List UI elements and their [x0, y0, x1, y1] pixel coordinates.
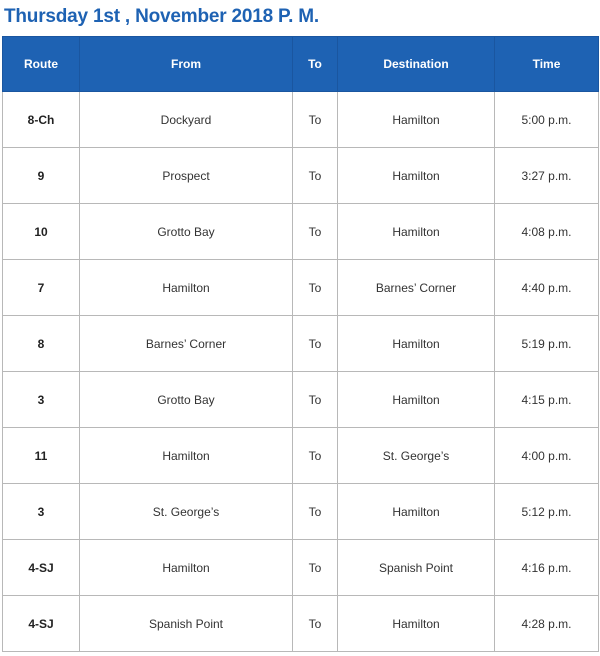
route-cell: 9: [3, 148, 80, 204]
destination-cell: Hamilton: [338, 372, 495, 428]
route-cell: 11: [3, 428, 80, 484]
from-cell: Hamilton: [80, 540, 293, 596]
time-cell: 4:15 p.m.: [495, 372, 599, 428]
to-cell: To: [293, 204, 338, 260]
route-cell: 10: [3, 204, 80, 260]
destination-cell: Hamilton: [338, 596, 495, 652]
from-cell: Barnes’ Corner: [80, 316, 293, 372]
time-cell: 4:40 p.m.: [495, 260, 599, 316]
to-cell: To: [293, 596, 338, 652]
table-body: [3, 92, 599, 652]
table-row: [3, 148, 599, 204]
destination-cell: Hamilton: [338, 204, 495, 260]
destination-cell: Spanish Point: [338, 540, 495, 596]
column-header-time: Time: [495, 37, 599, 92]
destination-cell: Hamilton: [338, 148, 495, 204]
time-cell: 4:16 p.m.: [495, 540, 599, 596]
table-row: [3, 372, 599, 428]
route-cell: 3: [3, 484, 80, 540]
time-cell: 3:27 p.m.: [495, 148, 599, 204]
destination-cell: St. George’s: [338, 428, 495, 484]
table-row: [3, 92, 599, 148]
destination-cell: Hamilton: [338, 92, 495, 148]
route-cell: 8: [3, 316, 80, 372]
route-cell: 4-SJ: [3, 596, 80, 652]
column-header-from: From: [80, 37, 293, 92]
from-cell: Prospect: [80, 148, 293, 204]
column-header-destination: Destination: [338, 37, 495, 92]
table-row: [3, 540, 599, 596]
destination-cell: Hamilton: [338, 316, 495, 372]
to-cell: To: [293, 148, 338, 204]
from-cell: Dockyard: [80, 92, 293, 148]
table-row: [3, 316, 599, 372]
from-cell: St. George’s: [80, 484, 293, 540]
from-cell: Hamilton: [80, 260, 293, 316]
column-header-to: To: [293, 37, 338, 92]
from-cell: Grotto Bay: [80, 204, 293, 260]
table-row: [3, 260, 599, 316]
time-cell: 5:12 p.m.: [495, 484, 599, 540]
from-cell: Spanish Point: [80, 596, 293, 652]
time-cell: 4:00 p.m.: [495, 428, 599, 484]
table-row: [3, 596, 599, 652]
table-row: [3, 484, 599, 540]
to-cell: To: [293, 484, 338, 540]
from-cell: Hamilton: [80, 428, 293, 484]
route-cell: 7: [3, 260, 80, 316]
time-cell: 5:19 p.m.: [495, 316, 599, 372]
to-cell: To: [293, 260, 338, 316]
table-row: [3, 428, 599, 484]
to-cell: To: [293, 316, 338, 372]
route-cell: 4-SJ: [3, 540, 80, 596]
destination-cell: Barnes’ Corner: [338, 260, 495, 316]
bus-schedule-table: [2, 36, 599, 652]
route-cell: 3: [3, 372, 80, 428]
route-cell: 8-Ch: [3, 92, 80, 148]
time-cell: 4:28 p.m.: [495, 596, 599, 652]
to-cell: To: [293, 92, 338, 148]
from-cell: Grotto Bay: [80, 372, 293, 428]
page-title: Thursday 1st , November 2018 P. M.: [4, 6, 319, 27]
to-cell: To: [293, 372, 338, 428]
time-cell: 4:08 p.m.: [495, 204, 599, 260]
time-cell: 5:00 p.m.: [495, 92, 599, 148]
table-header: [3, 37, 599, 92]
header-row: [3, 37, 599, 92]
to-cell: To: [293, 428, 338, 484]
destination-cell: Hamilton: [338, 484, 495, 540]
to-cell: To: [293, 540, 338, 596]
table-row: [3, 204, 599, 260]
column-header-route: Route: [3, 37, 80, 92]
